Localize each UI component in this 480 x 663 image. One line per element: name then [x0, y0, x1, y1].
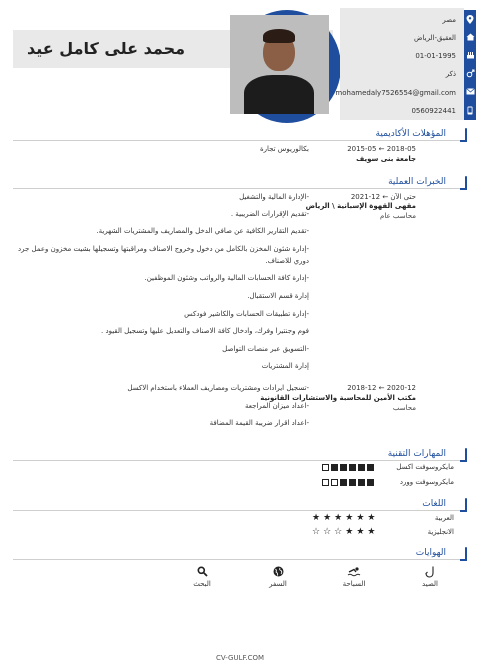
footer-brand: [0, 654, 480, 662]
level-box-filled: [367, 464, 374, 471]
experience-1-bullet: -تقديم التقارير الكافية عن صافي الدخل والمصاريف والمشتريات الشهرية.: [96, 227, 309, 235]
experience-1-dates: 2021-12 ← حتى الآن: [350, 193, 416, 201]
star-empty-icon: ☆: [323, 527, 332, 537]
birthday-cake-icon: [465, 51, 475, 61]
hobby-item: البحث: [182, 566, 222, 588]
location-pin-icon: [465, 15, 475, 25]
full-name: محمد على كامل عيد: [27, 39, 185, 58]
level-box-filled: [340, 479, 347, 486]
section-title-skills: المهارات التقنية: [387, 449, 446, 459]
section-bracket: [465, 176, 467, 190]
experience-2-dates: 2018-12 ← 2020-12: [347, 384, 416, 392]
section-bracket: [465, 547, 467, 561]
section-divider: [13, 140, 465, 141]
experience-1-bullet: -الإدارة المالية والتشغيل: [239, 193, 309, 201]
magnifier-icon: [182, 566, 222, 578]
level-box-filled: [349, 479, 356, 486]
level-box-filled: [367, 479, 374, 486]
fishing-hook-icon: [410, 566, 450, 578]
star-filled-icon: ★: [367, 513, 376, 523]
language-name: الانجليزية: [427, 528, 454, 536]
star-empty-icon: ☆: [334, 527, 343, 537]
star-filled-icon: ★: [334, 513, 343, 523]
section-bracket: [465, 128, 467, 142]
education-institution: جامعة بنى سويف: [356, 155, 416, 163]
section-bracket: [465, 498, 467, 512]
star-filled-icon: ★: [345, 513, 354, 523]
language-level-stars: [312, 528, 375, 537]
star-filled-icon: ★: [312, 513, 321, 523]
level-box-filled: [340, 464, 347, 471]
star-filled-icon: ★: [367, 527, 376, 537]
skill-name: مايكروسوفت اكسل: [396, 463, 454, 471]
experience-2-bullet: -تسجيل ايرادات ومشتريات ومصاريف العملاء باستخدام الاكسل: [127, 384, 309, 392]
section-title-languages: اللغات: [422, 499, 446, 509]
contact-city: العقيق-الرياض: [414, 34, 456, 42]
globe-icon: [258, 566, 298, 578]
section-divider: [13, 559, 465, 560]
experience-1-bullet: إدارة قسم الاستقبال.: [247, 292, 309, 300]
gender-icon: [465, 69, 475, 79]
experience-1-bullet: -إدارة شئون المخزن بالكامل من دخول وخروج الاصناف ومراقبتها وتسجيلها بشيت مخزون وعمل جرد دوري للاصناف.: [17, 245, 309, 265]
experience-2-bullet: -اعداد اقرار ضريبة القيمة المضافة: [209, 419, 309, 427]
level-box-empty: [331, 479, 338, 486]
skill-name: مايكروسوفت وورد: [399, 478, 454, 486]
level-box-filled: [358, 464, 365, 471]
experience-1-bullet: -التسويق عبر منصات التواصل: [222, 345, 309, 353]
experience-1-bullet: -إدارة تطبيقات الحسابات والكاشير فودكس: [184, 310, 309, 318]
section-bracket: [465, 448, 467, 462]
level-box-filled: [358, 479, 365, 486]
level-box-filled: [349, 464, 356, 471]
experience-1-org: مقهى القهوة الإسبانية \ الرياض: [305, 202, 416, 210]
hobby-item: الصيد: [410, 566, 450, 588]
experience-1-bullet: -إدارة كافة الحسابات المالية والرواتب وشئون الموظفين.: [144, 274, 309, 282]
home-icon: [465, 33, 475, 43]
skill-level-boxes: [322, 464, 374, 471]
section-divider: [13, 460, 465, 461]
level-box-empty: [322, 464, 329, 471]
education-degree: بكالوريوس تجارة: [259, 145, 309, 153]
hobby-item: السفر: [258, 566, 298, 588]
section-divider: [13, 188, 465, 189]
star-empty-icon: ☆: [312, 527, 321, 537]
swimmer-icon: [334, 566, 374, 578]
star-filled-icon: ★: [345, 527, 354, 537]
section-title-experience: الخبرات العملية: [388, 177, 446, 187]
contact-gender: ذكر: [445, 70, 456, 78]
contact-email[interactable]: mohamedaly7526554@gmail.com: [335, 89, 456, 97]
experience-1-bullet: -تقديم الإقرارات الضريبية .: [230, 210, 309, 218]
experience-1-bullet: فوم وجنتيرا وفرك، وادخال كافة الاصناف والتعديل عليها وتسجيل القيود .: [101, 327, 309, 335]
education-dates: 2015-05 ← 2018-05: [347, 145, 416, 153]
phone-icon: [465, 106, 475, 116]
footer-brand-text: CV-GULF.COM: [215, 654, 265, 662]
contact-icon-strip: [464, 10, 476, 120]
hobby-item: السباحة: [334, 566, 374, 588]
star-filled-icon: ★: [323, 513, 332, 523]
contact-country: مصر: [442, 16, 456, 24]
contact-panel: [340, 8, 464, 120]
star-filled-icon: ★: [356, 513, 365, 523]
avatar: [230, 15, 329, 114]
section-title-education: المؤهلات الأكاديمية: [375, 129, 446, 139]
contact-birthdate: 01-01-1995: [415, 52, 456, 60]
language-name: العربية: [434, 514, 454, 522]
experience-1-role: محاسب عام: [379, 212, 416, 220]
language-level-stars: [312, 514, 375, 523]
experience-2-org: مكتب الأمين للمحاسبة والاستشارات القانونية: [260, 394, 416, 402]
contact-phone: 0560922441: [411, 107, 456, 115]
experience-2-bullet: -اعداد ميزان المراجعة: [244, 402, 309, 410]
section-title-hobbies: الهوايات: [415, 548, 446, 558]
experience-1-bullet: إدارة المشتريات: [261, 362, 309, 370]
star-filled-icon: ★: [356, 527, 365, 537]
profile-photo-frame: [230, 10, 340, 123]
experience-2-role: محاسب: [392, 404, 416, 412]
mail-icon: [465, 88, 475, 98]
section-divider: [13, 510, 465, 511]
level-box-empty: [322, 479, 329, 486]
skill-level-boxes: [322, 479, 374, 486]
level-box-filled: [331, 464, 338, 471]
